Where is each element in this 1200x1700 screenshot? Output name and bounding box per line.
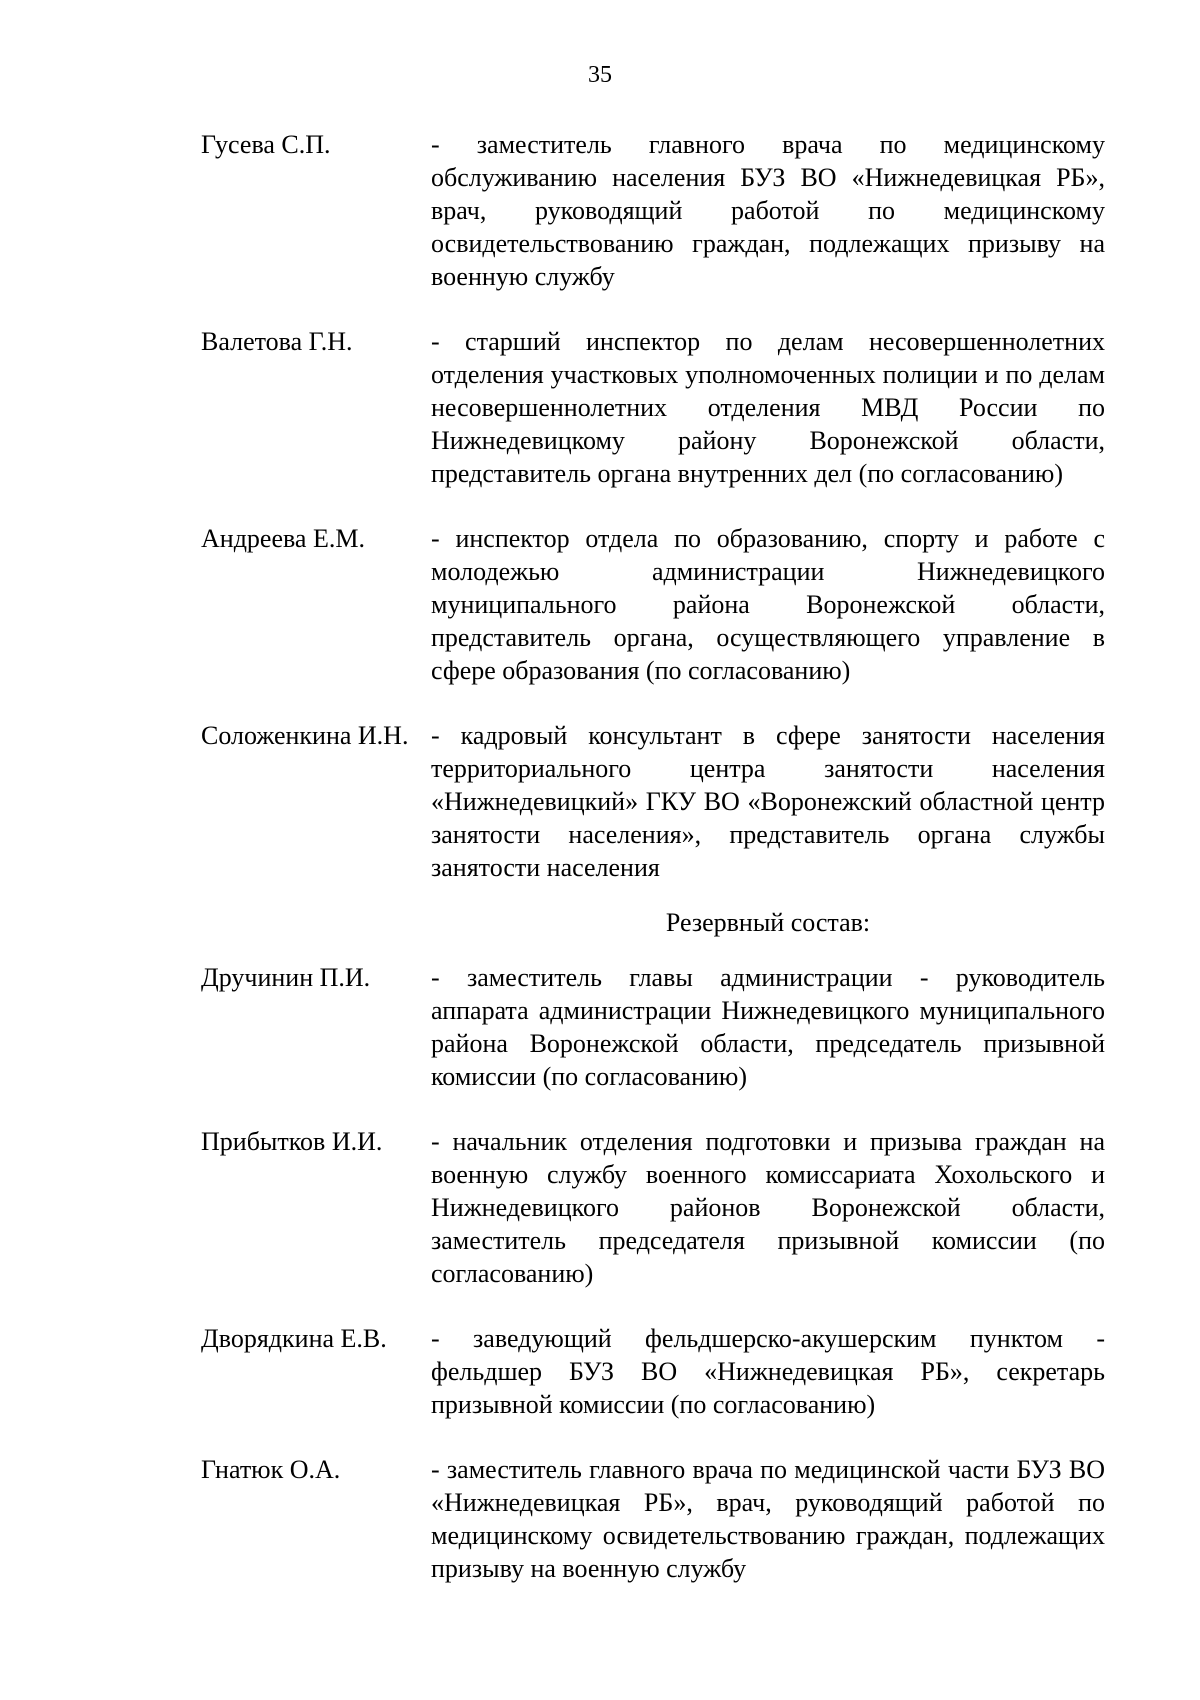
member-name: Андреева Е.М. — [201, 524, 365, 553]
reserve-member-entry — [201, 1125, 1105, 1290]
member-entry — [201, 522, 1105, 687]
reserve-section-title: Резервный состав: — [665, 908, 871, 937]
reserve-member-entry — [201, 1453, 1105, 1585]
member-name: Прибытков И.И. — [201, 1127, 383, 1156]
member-description: - инспектор отдела по образованию, спорту и работе с молодежью администрации Нижнедевицкого муниципального района Воронежской области, представитель органа, осуществляющего управление в сфере образования (по согласованию) — [431, 524, 1105, 685]
member-description: - начальник отделения подготовки и призыва граждан на военную службу военного комиссариата Хохольского и Нижнедевицкого районов Воронежской области, заместитель председателя призывной комиссии (по согласованию) — [431, 1127, 1105, 1288]
member-name: Валетова Г.Н. — [201, 327, 353, 356]
member-description: - старший инспектор по делам несовершеннолетних отделения участковых уполномоченных полиции и по делам несовершеннолетних отделения МВД России по Нижнедевицкому району Воронежской области, представитель органа внутренних дел (по согласованию) — [431, 327, 1105, 488]
member-name: Гнатюк О.А. — [201, 1455, 341, 1484]
page-number: 35 — [588, 62, 612, 88]
commission-list — [201, 128, 1105, 1585]
member-entry — [201, 325, 1105, 490]
reserve-member-entry — [201, 961, 1105, 1093]
member-name: Гусева С.П. — [201, 130, 331, 159]
member-name: Дворядкина Е.В. — [201, 1324, 387, 1353]
member-name: Дручинин П.И. — [201, 963, 371, 992]
member-name: Соложенкина И.Н. — [201, 721, 409, 750]
member-description: - заместитель главного врача по медицинской части БУЗ ВО «Нижнедевицкая РБ», врач, руководящий работой по медицинскому освидетельствованию граждан, подлежащих призыву на военную службу — [431, 1455, 1105, 1583]
member-entry — [201, 128, 1105, 293]
member-description: - кадровый консультант в сфере занятости населения территориального центра занятости населения «Нижнедевицкий» ГКУ ВО «Воронежский областной центр занятости населения», представитель органа службы занятости населения — [431, 721, 1105, 882]
reserve-member-entry — [201, 1322, 1105, 1421]
member-entry — [201, 719, 1105, 884]
member-description: - заведующий фельдшерско-акушерским пунктом - фельдшер БУЗ ВО «Нижнедевицкая РБ», секретарь призывной комиссии (по согласованию) — [431, 1324, 1105, 1419]
member-description: - заместитель главы администрации - руководитель аппарата администрации Нижнедевицкого муниципального района Воронежской области, председатель призывной комиссии (по согласованию) — [431, 963, 1105, 1091]
member-description: - заместитель главного врача по медицинскому обслуживанию населения БУЗ ВО «Нижнедевицкая РБ», врач, руководящий работой по медицинскому освидетельствованию граждан, подлежащих призыву на военную службу — [431, 130, 1105, 291]
